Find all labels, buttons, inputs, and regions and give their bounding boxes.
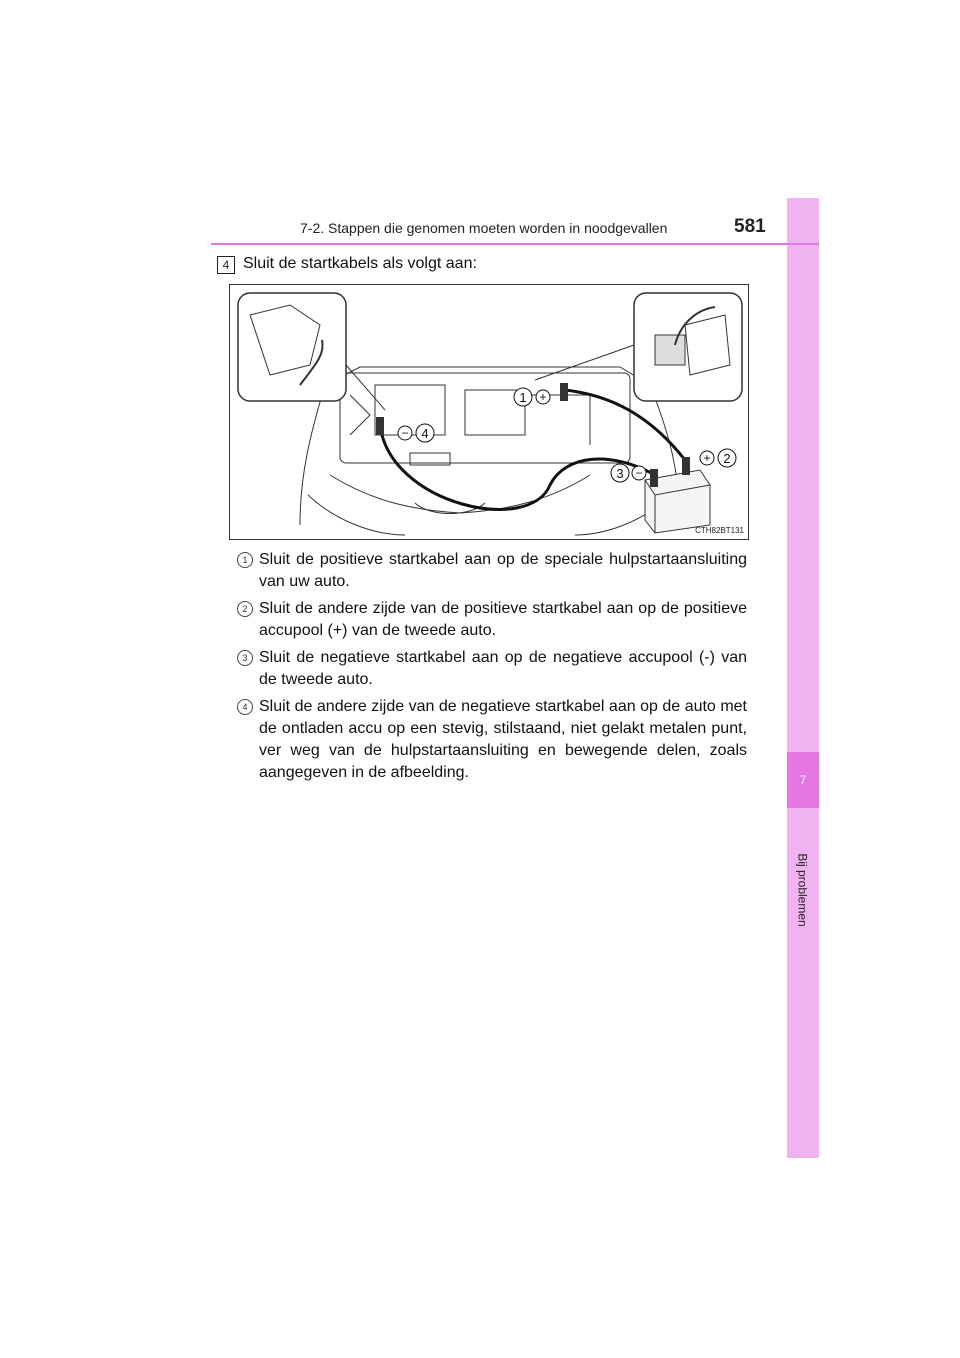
chapter-side-tab [787,198,819,1158]
left-detail-inset [238,293,346,401]
header-rule [211,243,819,245]
callout-3: 3 [616,466,624,481]
instruction-text: Sluit de andere zijde van de positieve startkabel aan op de positieve accupool (+) van de tweede auto. [259,600,747,639]
plus-symbol-2: + [703,451,711,465]
instruction-item-2 [237,598,747,642]
instruction-number: 3 [237,650,253,666]
step-title: Sluit de startkabels als volgt aan: [243,255,477,272]
right-detail-inset [634,293,742,401]
callout-2: 2 [723,451,731,466]
instruction-item-1 [237,549,747,593]
chapter-title-text: Bij problemen [796,853,810,927]
page-number: 581 [734,216,766,237]
jump-start-illustration [229,284,749,540]
engine-hoses [350,395,590,445]
chapter-title [787,840,819,940]
chapter-number: 7 [787,752,819,808]
clamp-2 [682,457,690,475]
minus-symbol-4: − [401,426,409,440]
instruction-item-3 [237,647,747,691]
plus-symbol-1: + [539,390,547,404]
instruction-item-4 [237,696,747,784]
instruction-text: Sluit de positieve startkabel aan op de speciale hulpstartaansluiting van uw auto. [259,551,747,590]
callout-1: 1 [519,390,527,405]
right-inset-terminal [655,335,685,365]
jump-start-drawing [230,285,749,540]
figure-code: CTH82BT131 [695,526,744,535]
instruction-number: 2 [237,601,253,617]
car-body-outline [300,367,680,525]
right-inset-leader [535,345,634,380]
callout-4: 4 [421,426,429,441]
car-left-contour [308,495,405,535]
instruction-number: 4 [237,699,253,715]
instruction-text: Sluit de andere zijde van de negatieve startkabel aan op de auto met de ontladen accu op een stevig, stilstaand, niet gelakt metalen punt, ver weg van de hulpstartaansluiting en bewegende delen, zoals aangegeven in de afbeelding. [259,698,747,781]
clamp-3 [650,469,658,487]
step-number-box: 4 [217,256,235,274]
minus-symbol-3: − [635,466,643,480]
clamp-4 [376,417,384,435]
left-inset-leader [346,365,385,410]
section-header: 7-2. Stappen die genomen moeten worden in noodgevallen [300,220,668,236]
clamp-1 [560,383,568,401]
instruction-text: Sluit de negatieve startkabel aan op de negatieve accupool (-) van de tweede auto. [259,649,747,688]
instruction-number: 1 [237,552,253,568]
